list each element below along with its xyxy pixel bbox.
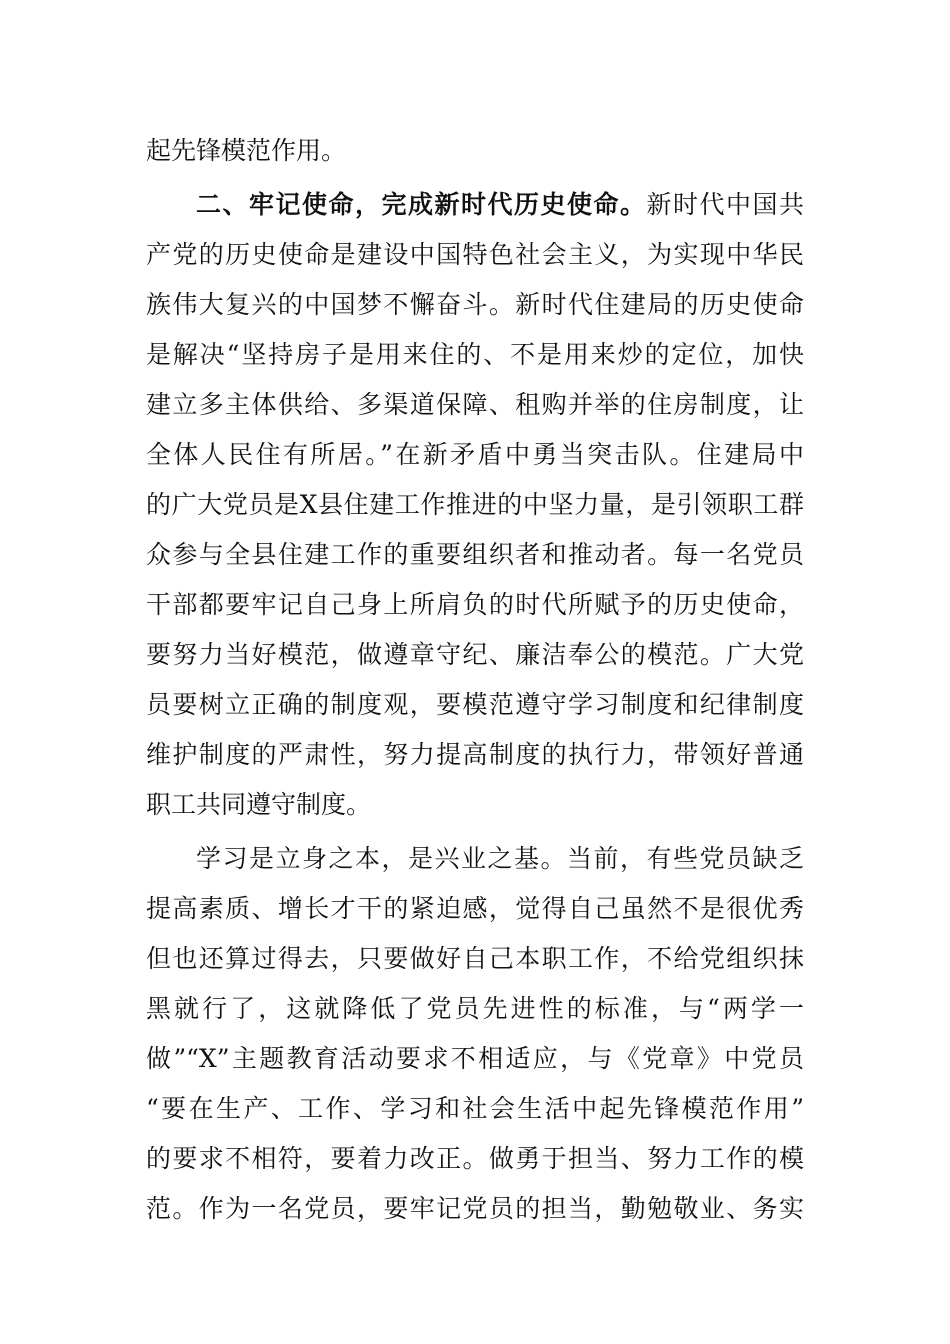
paragraph-3-line-8: 范。作为一名党员，要牢记党员的担当，勤勉敬业、务实: [146, 1194, 804, 1223]
paragraph-2-line-3: 族伟大复兴的中国梦不懈奋斗。新时代住建局的历史使命: [146, 290, 804, 319]
section-heading: 二、牢记使命，完成新时代历史使命。: [196, 190, 647, 219]
paragraph-2-line-12: 维护制度的严肃性，努力提高制度的执行力，带领好普通: [146, 740, 804, 769]
paragraph-2-line-10: 要努力当好模范，做遵章守纪、廉洁奉公的模范。广大党: [146, 640, 804, 669]
paragraph-3-line-2: 提高素质、增长才干的紧迫感，觉得自己虽然不是很优秀: [146, 894, 804, 923]
paragraph-3-line-6: “要在生产、工作、学习和社会生活中起先锋模范作用”: [146, 1094, 804, 1123]
paragraph-2-line-13: 职工共同遵守制度。: [146, 790, 372, 819]
paragraph-3-line-5: 做”“X”主题教育活动要求不相适应，与《党章》中党员: [146, 1044, 804, 1073]
paragraph-3-line-4: 黑就行了，这就降低了党员先进性的标准，与“两学一: [146, 994, 804, 1023]
document-page: [146, 126, 804, 1234]
paragraph-2-line-7: 的广大党员是X县住建工作推进的中坚力量，是引领职工群: [146, 490, 804, 519]
paragraph-2-line-4: 是解决“坚持房子是用来住的、不是用来炒的定位，加快: [146, 340, 804, 369]
paragraph-2-line-2: 产党的历史使命是建设中国特色社会主义，为实现中华民: [146, 240, 804, 269]
paragraph-2-line-6: 全体人民住有所居。”在新矛盾中勇当突击队。住建局中: [146, 440, 804, 469]
paragraph-3-line-7: 的要求不相符，要着力改正。做勇于担当、努力工作的模: [146, 1144, 804, 1173]
paragraph-2-line-11: 员要树立正确的制度观，要模范遵守学习制度和纪律制度: [146, 690, 804, 719]
paragraph-2-line-1: [146, 180, 804, 230]
paragraph-1-line-1: 起先锋模范作用。: [146, 136, 347, 165]
paragraph-2-line-9: 干部都要牢记自己身上所肩负的时代所赋予的历史使命，: [146, 590, 804, 619]
paragraph-2-line-1-rest: 新时代中国共: [646, 190, 804, 219]
paragraph-2-line-8: 众参与全县住建工作的重要组织者和推动者。每一名党员: [146, 540, 804, 569]
paragraph-2-line-5: 建立多主体供给、多渠道保障、租购并举的住房制度，让: [146, 390, 804, 419]
paragraph-3-line-1: 学习是立身之本，是兴业之基。当前，有些党员缺乏: [196, 844, 804, 873]
paragraph-3-line-3: 但也还算过得去，只要做好自己本职工作，不给党组织抹: [146, 944, 804, 973]
